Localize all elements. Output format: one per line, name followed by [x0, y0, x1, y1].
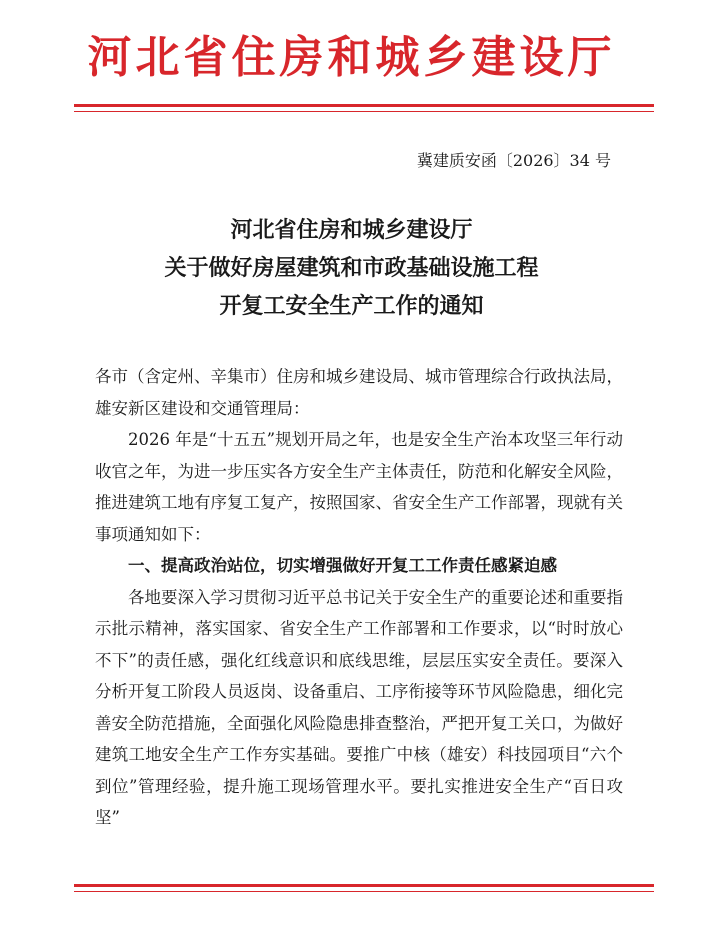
document-number: 冀建质安函〔2026〕34 号 [416, 151, 611, 170]
letterhead-rule-thick [74, 104, 654, 107]
document-title-line-3: 开复工安全生产工作的通知 [219, 293, 484, 319]
recipients-paragraph: 各市（含定州、辛集市）住房和城乡建设局、城市管理综合行政执法局，雄安新区建设和交通管理局： [95, 367, 623, 418]
section-1-heading: 一、提高政治站位，切实增强做好开复工工作责任感紧迫感 [128, 556, 557, 575]
document-body [95, 361, 623, 834]
footer-rule-thick [74, 884, 654, 887]
footer-rule-thin [74, 891, 654, 892]
letterhead-rule-thin [74, 111, 654, 112]
section-1-paragraph: 各地要深入学习贯彻习近平总书记关于安全生产的重要论述和重要指示批示精神，落实国家、省安全生产工作部署和工作要求，以“时时放心不下”的责任感，强化红线意识和底线思维，层层压实安全责任。要深入分析开复工阶段人员返岗、设备重启、工序衔接等环节风险隐患，细化完善安全防范措施，全面强化风险隐患排查整治，严把开复工关口，为做好建筑工地安全生产工作夯实基础。要推广中核（雄安）科技园项目“六个到位”管理经验，提升施工现场管理水平。要扎实推进安全生产“百日攻坚” [95, 587, 623, 827]
letterhead-title: 河北省住房和城乡建设厅 [87, 32, 616, 83]
document-title-line-2: 关于做好房屋建筑和市政基础设施工程 [164, 255, 539, 281]
intro-paragraph: 2026 年是“十五五”规划开局之年，也是安全生产治本攻坚三年行动收官之年，为进一步压实各方安全生产主体责任，防范和化解安全风险，推进建筑工地有序复工复产，按照国家、省安全生产工作部署，现就有关事项通知如下： [95, 430, 623, 544]
document-title-line-1: 河北省住房和城乡建设厅 [230, 217, 473, 243]
